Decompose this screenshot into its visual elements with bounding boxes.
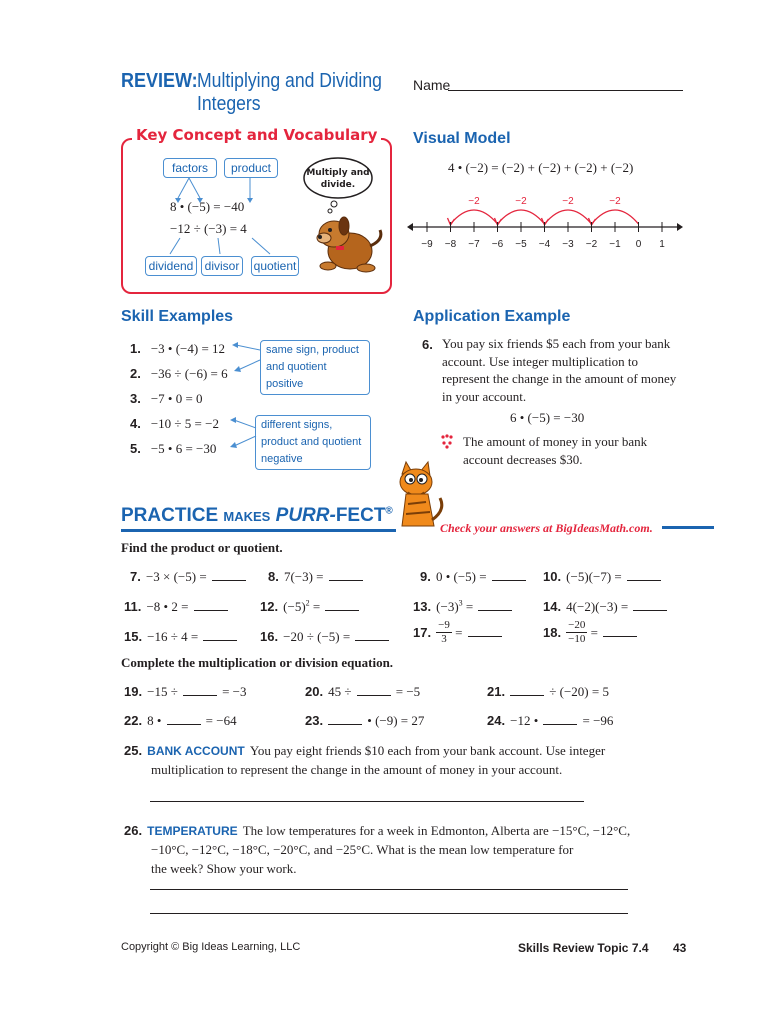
answer-blank-7[interactable] xyxy=(212,570,246,581)
problem-19: 19. −15 ÷ = −3 xyxy=(124,684,247,699)
answer-blank-8[interactable] xyxy=(329,570,363,581)
answer-blank-23[interactable] xyxy=(328,714,362,725)
page-title-line1: Multiplying and Dividing xyxy=(197,70,382,92)
instruction-find: Find the product or quotient. xyxy=(121,540,283,555)
visual-model-title: Visual Model xyxy=(413,130,511,147)
answer-blank-16[interactable] xyxy=(355,630,389,641)
problem-20: 20. 45 ÷ = −5 xyxy=(305,684,421,699)
problem-8: 8. 7(−3) = xyxy=(268,566,363,585)
skill-example-text: −7 • 0 = 0 xyxy=(150,391,203,406)
answer-blank-18[interactable] xyxy=(603,626,637,637)
hop-label: −2 xyxy=(468,196,480,207)
problem-11: 11. −8 • 2 = xyxy=(124,596,228,615)
problem-21: 21. ÷ (−20) = 5 xyxy=(487,684,609,699)
answer-blank-19[interactable] xyxy=(183,685,217,696)
hop-arc xyxy=(498,210,545,224)
page-number: 43 xyxy=(673,941,687,955)
number-line-tick-label: −5 xyxy=(515,239,527,250)
note-arrows xyxy=(230,340,262,460)
concept-eq-divide: −12 ÷ (−3) = 4 xyxy=(170,221,247,236)
paw-answer-icon xyxy=(440,434,454,450)
answer-blank-13[interactable] xyxy=(478,600,512,611)
instruction-complete: Complete the multiplication or division equation. xyxy=(121,655,394,670)
answer-blank-24[interactable] xyxy=(543,714,577,725)
skill-example-number: 1. xyxy=(130,341,141,356)
skill-example-text: −5 • 6 = −30 xyxy=(150,441,217,456)
fect-word: FECT xyxy=(335,505,386,526)
practice-rule-right xyxy=(662,526,714,529)
fraction-17: $\frac{-9}{3}$ xyxy=(438,619,450,645)
skill-example-text: −3 • (−4) = 12 xyxy=(150,341,226,356)
skill-example-2 xyxy=(130,363,228,382)
tag-dividend: dividend xyxy=(145,256,197,276)
key-concept-title: Key Concept and Vocabulary xyxy=(132,126,381,144)
problem-10: 10. (−5)(−7) = xyxy=(543,566,661,585)
makes-word: MAKES xyxy=(223,509,271,524)
bank-account-label: BANK ACCOUNT xyxy=(147,744,245,758)
problem-18: 18. $\frac{-20}{-10}$ = xyxy=(543,619,637,646)
skill-example-3 xyxy=(130,388,203,407)
number-line-tick-label: −6 xyxy=(491,239,504,250)
problem-14: 14. 4(−2)(−3) = xyxy=(543,596,667,615)
problem-17: 17. $\frac{-9}{3}$ = xyxy=(413,619,502,646)
skill-example-text: −10 ÷ 5 = −2 xyxy=(150,416,219,431)
answer-blank-20[interactable] xyxy=(357,685,391,696)
practice-rule-left xyxy=(121,529,396,532)
hop-label: −2 xyxy=(562,196,574,207)
number-line-tick-label: 1 xyxy=(659,239,665,250)
problem-26: 26. TEMPERATURE The low temperatures for a week in Edmonton, Alberta are −15°C, −12°C, −10°C, −12°C, −18°C, −20°C, and −25°C. What is the mean low temperature for the week? Show your work. xyxy=(124,823,631,876)
number-line-tick-label: −7 xyxy=(468,239,480,250)
name-label: Name xyxy=(413,77,451,93)
answer-blank-12[interactable] xyxy=(325,600,359,611)
skill-example-number: 5. xyxy=(130,441,141,456)
item-6-number: 6. xyxy=(422,337,433,352)
skill-example-text: −36 ÷ (−6) = 6 xyxy=(150,366,228,381)
hop-arc xyxy=(451,210,498,224)
answer-line-26a[interactable] xyxy=(150,889,628,890)
skill-example-1 xyxy=(130,338,225,357)
problem-12: 12. $(-5)^2$ = xyxy=(260,596,359,615)
answer-blank-21[interactable] xyxy=(510,685,544,696)
problem-24: 24. −12 • = −96 xyxy=(487,713,614,728)
application-text: You pay six friends $5 each from your bank account. Use integer multiplication to represent the change in the amount of money in your account. xyxy=(442,336,677,404)
answer-line-26b[interactable] xyxy=(150,913,628,914)
problem-9: 9. 0 • (−5) = xyxy=(420,566,526,585)
page-title-line2: Integers xyxy=(197,93,261,115)
copyright: Copyright © Big Ideas Learning, LLC xyxy=(121,941,301,953)
application-title: Application Example xyxy=(413,308,571,325)
application-answer: The amount of money in your bank account decreases $30. xyxy=(463,434,648,467)
cat-mascot-icon xyxy=(388,460,448,530)
answer-blank-22[interactable] xyxy=(167,714,201,725)
number-line xyxy=(405,190,685,252)
answer-blank-15[interactable] xyxy=(203,630,237,641)
visual-model-equation: 4 • (−2) = (−2) + (−2) + (−2) + (−2) xyxy=(448,160,634,175)
concept-eq-multiply: 8 • (−5) = −40 xyxy=(170,199,245,214)
application-equation: 6 • (−5) = −30 xyxy=(510,410,585,425)
skill-example-number: 3. xyxy=(130,391,141,406)
note-different-signs: different signs, product and quotient negative xyxy=(255,415,371,470)
number-line-tick-label: −1 xyxy=(609,239,621,250)
number-line-tick-label: −3 xyxy=(562,239,574,250)
number-line-tick-label: 0 xyxy=(635,239,642,250)
number-line-tick-label: −4 xyxy=(538,239,551,250)
problem-22: 22. 8 • = −64 xyxy=(124,713,237,728)
tag-quotient: quotient xyxy=(251,256,299,276)
problem-25: 25. BANK ACCOUNT You pay eight friends $10 each from your bank account. Use integer multiplication to represent the change in the amount of money in your account. xyxy=(124,743,606,777)
skill-example-4 xyxy=(130,413,219,432)
number-line-tick-label: −9 xyxy=(421,239,433,250)
tag-product: product xyxy=(224,158,278,178)
answer-blank-10[interactable] xyxy=(627,570,661,581)
problem-7: 7. −3 × (−5) = xyxy=(130,566,246,585)
answer-blank-11[interactable] xyxy=(194,600,228,611)
skill-example-number: 4. xyxy=(130,416,141,431)
purr-word: PURR- xyxy=(275,505,336,526)
skill-example-5 xyxy=(130,438,216,457)
answer-line-25[interactable] xyxy=(150,801,584,802)
dog-thought-bubble-text: Multiply and divide. xyxy=(306,168,370,190)
skill-example-number: 2. xyxy=(130,366,141,381)
fraction-18: $\frac{-20}{-10}$ xyxy=(568,619,586,645)
problem-16: 16. −20 ÷ (−5) = xyxy=(260,626,389,645)
answer-blank-14[interactable] xyxy=(633,600,667,611)
registered-mark: ® xyxy=(385,505,393,517)
skill-examples-title: Skill Examples xyxy=(121,308,234,325)
number-line-tick-label: −2 xyxy=(585,239,598,250)
answer-blank-9[interactable] xyxy=(492,570,526,581)
temperature-label: TEMPERATURE xyxy=(147,824,238,838)
answer-blank-17[interactable] xyxy=(468,626,502,637)
review-label: REVIEW: xyxy=(121,70,198,92)
check-answers-link[interactable]: Check your answers at BigIdeasMath.com. xyxy=(440,521,653,535)
hop-label: −2 xyxy=(609,196,621,207)
tag-divisor: divisor xyxy=(201,256,243,276)
hop-label: −2 xyxy=(515,196,527,207)
problem-15: 15. −16 ÷ 4 = xyxy=(124,626,237,645)
practice-makes-purrfect-title xyxy=(121,505,393,527)
hop-arc xyxy=(592,210,639,224)
note-same-sign: same sign, product and quotient positive xyxy=(260,340,370,395)
problem-23: 23. • (−9) = 27 xyxy=(305,713,425,728)
practice-word: PRACTICE xyxy=(121,505,219,526)
number-line-tick-label: −8 xyxy=(444,239,457,250)
footer-topic: Skills Review Topic 7.4 xyxy=(518,941,649,955)
name-field-line[interactable] xyxy=(448,90,683,91)
problem-13: 13. $(-3)^3$ = xyxy=(413,596,512,615)
hop-arc xyxy=(545,210,592,224)
page-title xyxy=(197,70,391,116)
tag-factors: factors xyxy=(163,158,217,178)
